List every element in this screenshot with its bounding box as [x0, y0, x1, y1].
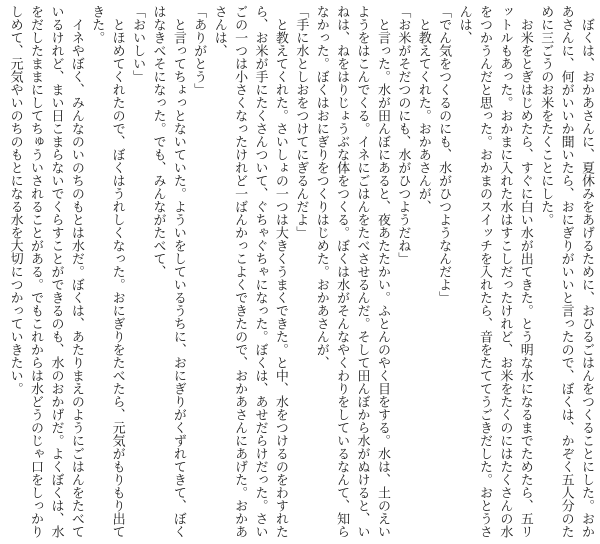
paragraph-water-role-in-paddy: と言った。水が田んぼにあると、夜あたたかい。ふとんのやく目をする。水は、土のえいようをはこんでくる。イネにごはんをたべさせるんだ。そして田んぼから水がぬけると、いねは、ねをはりじょうぶな体をつくる。ぼくは水がそんなやくわりをしているなんて、知らなかった。ぼくはおにぎりをつくりはじめた。おかあさんが、 [314, 5, 391, 538]
paragraph-making-lunch-decision: ぼくは、おかあさんに、夏休みをあげるために、おひるごはんをつくることにした。おかあさんに、何がいいか聞いたら、おにぎりがいいと言ったので、ぼくは、かぞく五人分のために三ごうのお米をたくことにした。 [539, 5, 595, 538]
dialogue-mother-onigiri-tip: 「手に水としおをつけてにぎるんだよ」 [294, 5, 310, 239]
dialogue-father-electricity: 「でん気をつくるのにも、水がひつようなんだよ」 [437, 5, 453, 304]
paragraph-father-taught: と教えてくれた。おかあさんが、 [416, 18, 432, 213]
paragraph-making-onigiri: と教えてくれた。さいしょの一つは大きくうまくできた。と中、水をつけるのをわすれたら、お米が手にたくさんついて、ぐちゃぐちゃになった。ぼくは、あせだらけだった。さいごの一つは小さくなったけれど一ばんかっこよくできたので、おかあさんにあげた。おかあさんは、 [212, 5, 289, 538]
paragraph-washing-rice: お米をとぎはじめたら、すぐに白い水が出てきた。とう明な水になるまでためたら、五リットルもあった。おかまに入れた水はすこしだったけれど、お米をたくのにはたくさんの水をつかうんだと思った。おかまのスイッチを入れたら、音をたててうごきだした。おとうさんは、 [457, 5, 534, 538]
paragraph-conclusion-water-is-life: イネやぼく、みんなのいのちのもとは水だ。ぼくは、あたりまえのようにごはんをたべているけれど、まい日こまらないでくらすことができるのも、水のおかげだ。よくぼくは、水をだしたままにしてちゅういされることがある。でもこれからは水どうのじゃ口をしっかりしめて、元気やいのちのもとになる水を大切につかっていきたい。 [8, 5, 85, 538]
dialogue-mother-thanks: 「ありがとう」 [192, 5, 208, 96]
vertical-text-container [2, 5, 597, 538]
paragraph-energized: とほめてくれたので、ぼくはうれしくなった。おにぎりをたべたら、元気がもりもり出てきた。 [90, 5, 126, 538]
paragraph-crying-and-family-eating: と言ってちょっとないていた。よういをしているうちに、おにぎりがくずれてきて、ぼくはなきべそになった。でも、みんながたべて、 [151, 5, 187, 538]
dialogue-mother-rice-needs-water: 「お米がそだつのにも、水がひつようだね」 [396, 5, 412, 265]
dialogue-delicious: 「おいしい」 [131, 5, 147, 83]
